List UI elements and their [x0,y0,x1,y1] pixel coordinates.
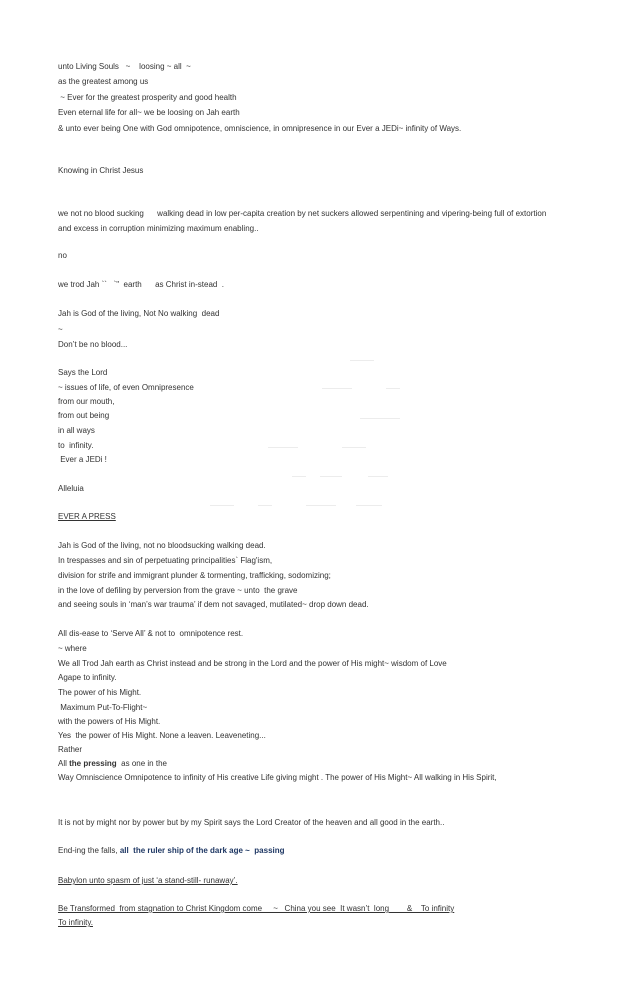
text-run: as one in the [116,759,167,768]
faint-mark [320,476,342,477]
text-line: Says the Lord [58,368,108,377]
text-line: The power of his Might. [58,688,142,697]
text-line: Agape to infinity. [58,673,117,682]
text-line: Ever a JEDi ! [58,455,107,464]
text-line: we trod Jah `` `" earth as Christ in-stead . [58,280,225,289]
text-line: division for strife and immigrant plunder & tormenting, trafficking, sodomizing; [58,571,331,580]
text-line: from our mouth, [58,397,115,406]
text-line: We all Trod Jah earth as Christ instead and be strong in the Lord and the power of His might~ wisdom of Love [58,659,447,668]
text-line: Way Omniscience Omnipotence to infinity of His creative Life giving might . The power of His Might~ All walking in His Spirit, [58,773,497,782]
text-line: Even eternal life for all~ we be loosing on Jah earth [58,108,240,117]
text-line: Rather [58,745,83,754]
text-line: from out being [58,411,110,420]
text-line: Jah is God of the living, not no bloodsucking walking dead. [58,541,266,550]
text-line: Jah is God of the living, Not No walking dead [58,309,220,318]
text-line: no [58,251,67,260]
faint-mark [306,505,336,506]
text-line: In trespasses and sin of perpetuating principalities` Flag'ism, [58,556,273,565]
text-line-ending [58,846,618,856]
bold-blue-run: all the ruler ship of the dark age ~ passing [119,846,285,855]
text-line: we not no blood sucking walking dead in low per-capita creation by net suckers allowed serpentining and vipering-being full of extortion [58,209,547,218]
text-line: Don’t be no blood... [58,340,128,349]
faint-mark [386,388,400,389]
faint-mark [360,418,400,419]
faint-mark [342,447,366,448]
text-line: ~ where [58,644,87,653]
faint-mark [268,447,298,448]
text-line: Maximum Put-To-Flight~ [58,703,148,712]
faint-mark [292,476,306,477]
text-line: Yes the power of His Might. None a leaven. Leaveneting... [58,731,266,740]
underlined-line-babylon: Babylon unto spasm of just ‘a stand-still- runaway’. [58,876,238,885]
heading-ever-a-press: EVER A PRESS [58,512,116,521]
heading-knowing: Knowing in Christ Jesus [58,166,144,175]
text-run: End-ing the falls, [58,846,120,855]
text-line: in all ways [58,426,95,435]
text-line: with the powers of His Might. [58,717,161,726]
text-line: and excess in corruption minimizing maximum enabling.. [58,224,259,233]
text-line: as the greatest among us [58,77,149,86]
text-line: and seeing souls in ‘man’s war trauma’ if dem not savaged, mutilated~ drop down dead. [58,600,369,609]
faint-mark [258,505,272,506]
faint-mark [322,388,352,389]
text-line: in the love of defiling by perversion from the grave ~ unto the grave [58,586,298,595]
underlined-line-transformed: Be Transformed from stagnation to Christ Kingdom come ~ China you see It wasn’t long & To infinity [58,904,455,913]
text-line-pressing [58,759,618,769]
text-line: & unto ever being One with God omnipotence, omniscience, in omnipresence in our Ever a JEDi~ infinity of Ways. [58,124,462,133]
faint-mark [350,360,374,361]
faint-mark [210,505,234,506]
text-line: ~ issues of life, of even Omnipresence [58,383,194,392]
text-line: ~ [58,325,63,334]
text-line: Alleluia [58,484,84,493]
faint-mark [356,505,382,506]
text-line: to infinity. [58,441,94,450]
bold-run: the pressing [69,759,117,768]
text-line: It is not by might nor by power but by my Spirit says the Lord Creator of the heaven and all good in the earth.. [58,818,445,827]
text-line: All dis-ease to ‘Serve All’ & not to omnipotence rest. [58,629,244,638]
underlined-line-infinity: To infinity. [58,918,93,927]
faint-mark [368,476,388,477]
text-line: ~ Ever for the greatest prosperity and good health [58,93,237,102]
text-line: unto Living Souls ~ loosing ~ all ~ [58,62,191,71]
text-run: All [58,759,70,768]
